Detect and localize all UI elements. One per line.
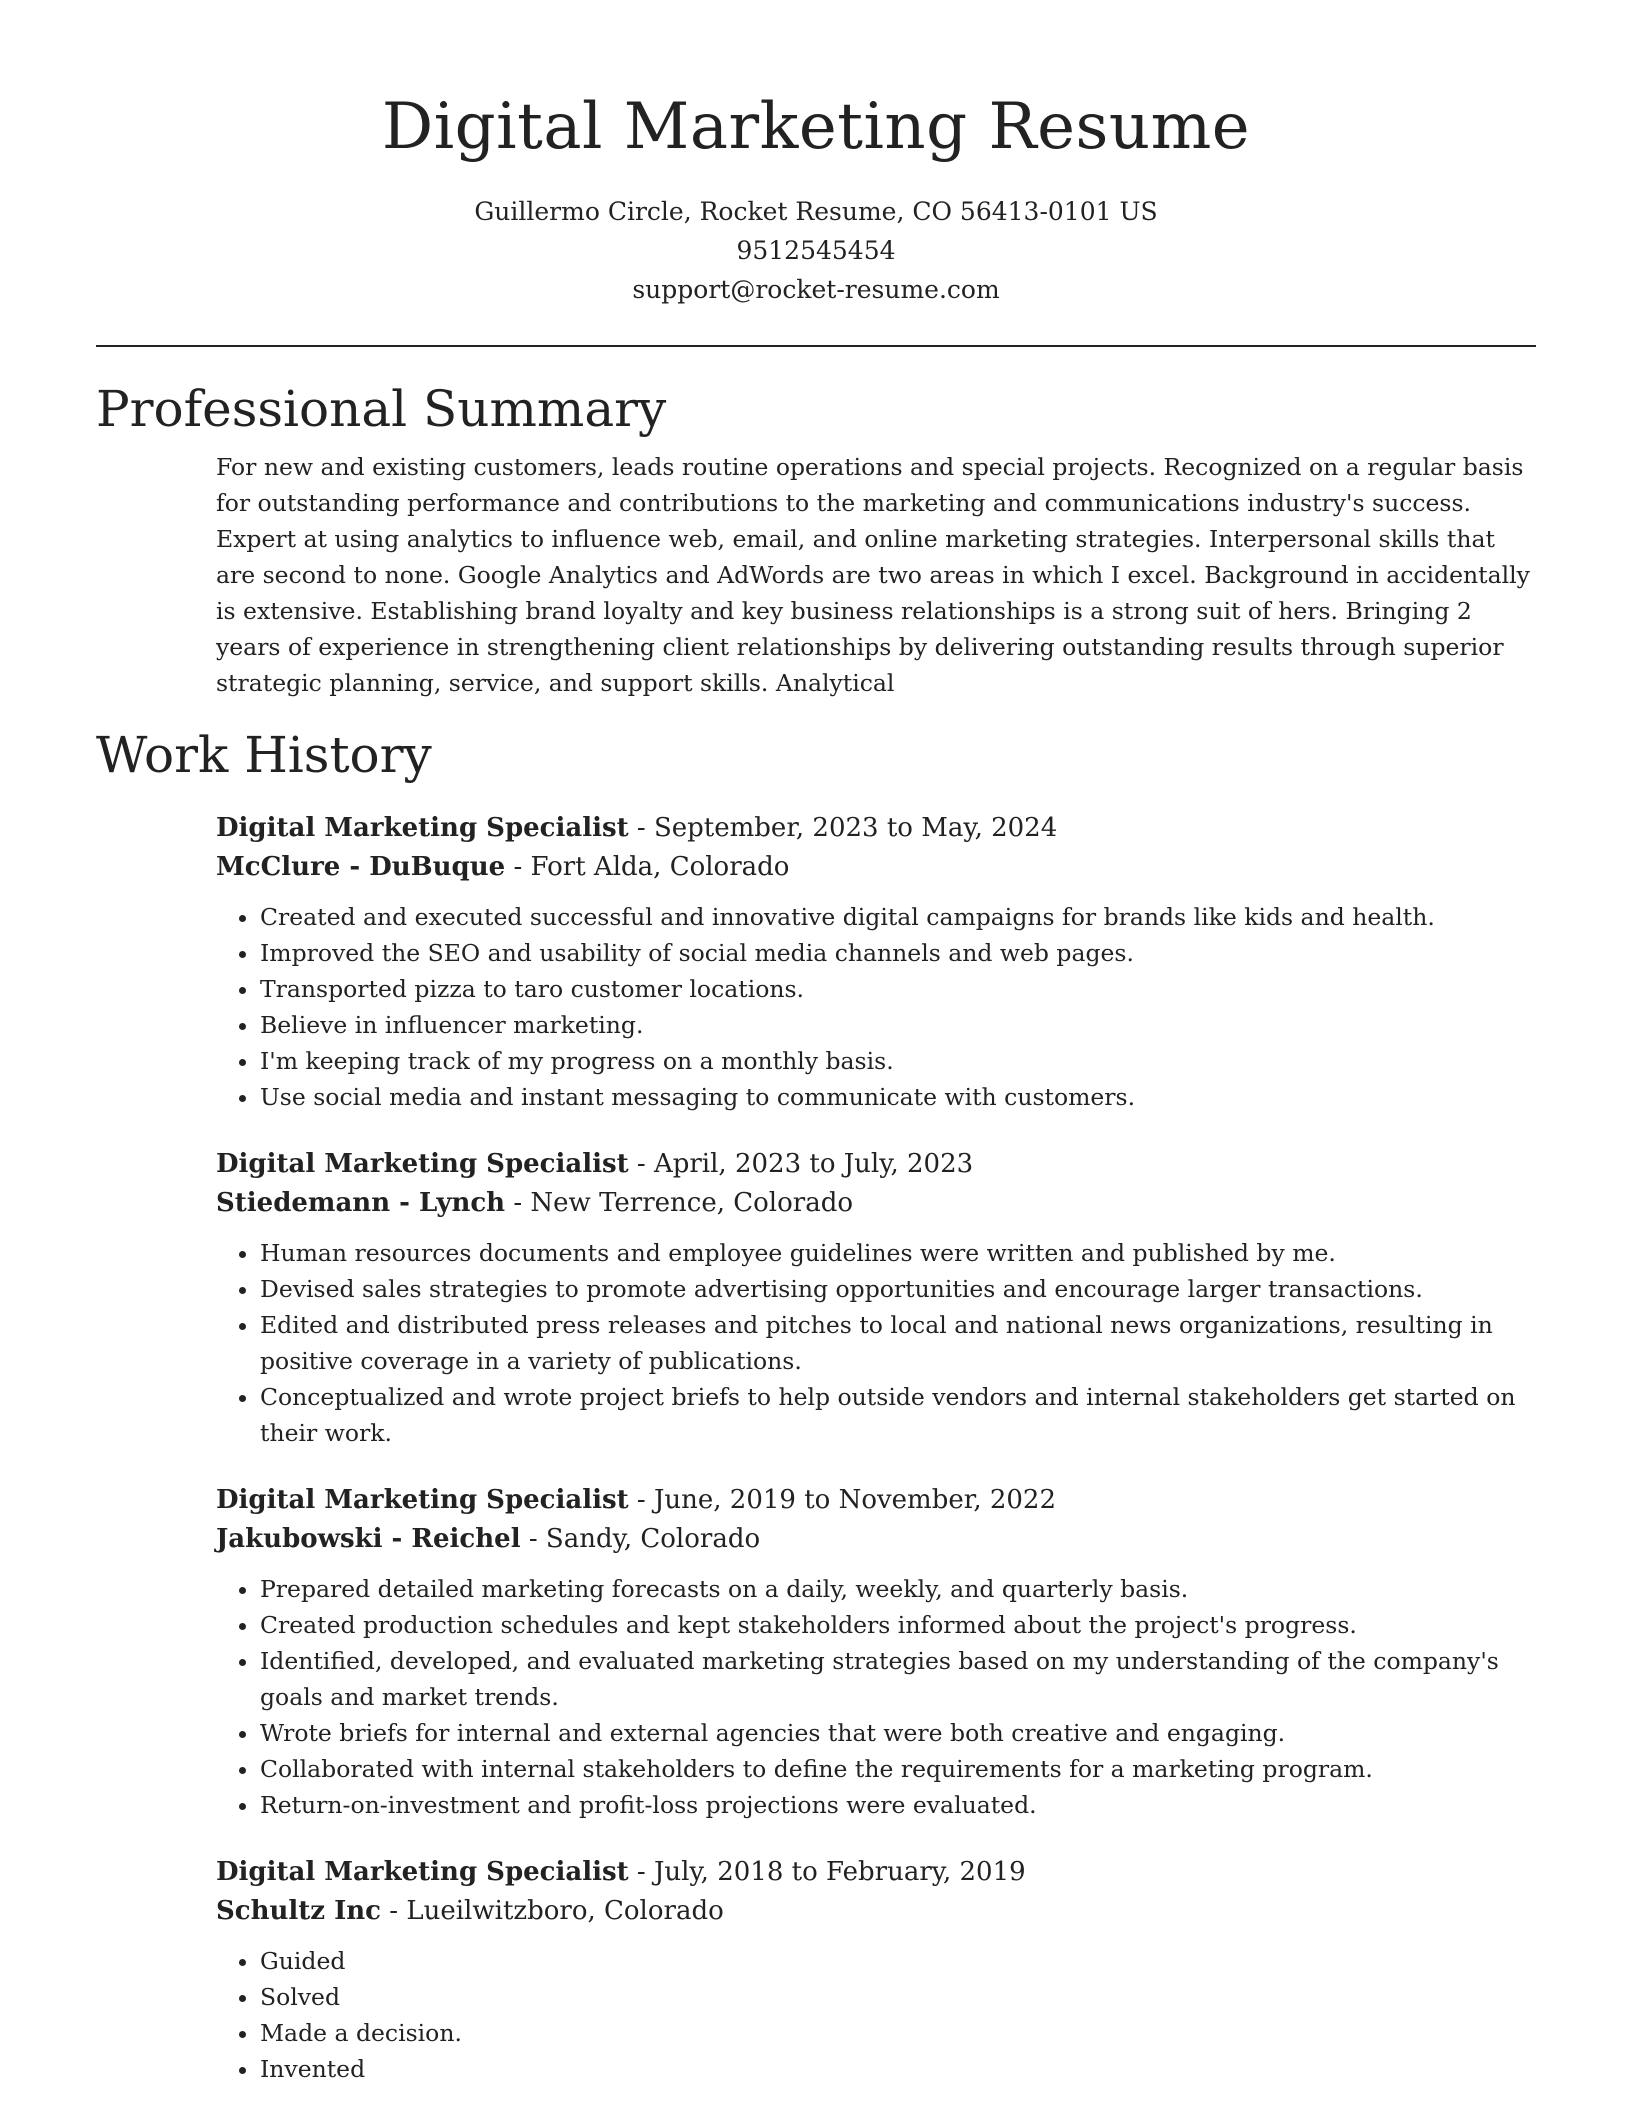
job-location: New Terrence, Colorado xyxy=(530,1188,853,1218)
job-title: Digital Marketing Specialist xyxy=(216,1857,629,1887)
job-entry xyxy=(216,1481,1536,1823)
company-name: Schultz Inc xyxy=(216,1896,382,1926)
job-bullet: • Devised sales strategies to promote advertising opportunities and encourage larger transactions. xyxy=(260,1271,1536,1307)
job-title-line: Digital Marketing Specialist - June, 2019 to November, 2022 xyxy=(216,1485,1057,1515)
contact-phone: 9512545454 xyxy=(736,236,896,265)
job-title-line: Digital Marketing Specialist - July, 2018 to February, 2019 xyxy=(216,1857,1026,1887)
job-location: Lueilwitzboro, Colorado xyxy=(406,1896,724,1926)
resume-header xyxy=(96,0,1536,309)
job-entry xyxy=(216,1853,1536,2087)
job-bullet: • Solved xyxy=(260,1979,1536,2015)
job-dates: July, 2018 to February, 2019 xyxy=(653,1857,1026,1887)
job-location: Sandy, Colorado xyxy=(545,1524,761,1554)
summary-heading: Professional Summary xyxy=(96,380,667,438)
job-title: Digital Marketing Specialist xyxy=(216,1149,629,1179)
job-bullet-list xyxy=(216,899,1536,1115)
job-bullet: • Collaborated with internal stakeholders to define the requirements for a marketing program. xyxy=(260,1751,1536,1787)
work-history-heading: Work History xyxy=(96,726,432,784)
job-title-line: Digital Marketing Specialist - April, 2023 to July, 2023 xyxy=(216,1149,974,1179)
job-dates: September, 2023 to May, 2024 xyxy=(653,813,1058,843)
job-bullet: • Transported pizza to taro customer locations. xyxy=(260,971,1536,1007)
job-bullet-list xyxy=(216,1943,1536,2087)
work-history-section xyxy=(96,723,1536,2087)
job-entry xyxy=(216,1145,1536,1451)
job-location: Fort Alda, Colorado xyxy=(530,852,790,882)
job-bullet: • Created production schedules and kept stakeholders informed about the project's progress. xyxy=(260,1607,1536,1643)
job-company-line: Stiedemann - Lynch - New Terrence, Colorado xyxy=(216,1188,853,1218)
job-bullet-list xyxy=(216,1571,1536,1823)
company-name: Jakubowski - Reichel xyxy=(216,1524,521,1554)
job-company-line: Jakubowski - Reichel - Sandy, Colorado xyxy=(216,1524,761,1554)
job-bullet: • Human resources documents and employee guidelines were written and published by me. xyxy=(260,1235,1536,1271)
job-dates: April, 2023 to July, 2023 xyxy=(653,1149,974,1179)
job-list xyxy=(96,809,1536,2087)
document-title: Digital Marketing Resume xyxy=(381,90,1251,164)
job-bullet: • Return-on-investment and profit-loss projections were evaluated. xyxy=(260,1787,1536,1823)
job-company-line: Schultz Inc - Lueilwitzboro, Colorado xyxy=(216,1896,724,1926)
job-title: Digital Marketing Specialist xyxy=(216,1485,629,1515)
job-dates: June, 2019 to November, 2022 xyxy=(653,1485,1057,1515)
job-bullet: • Invented xyxy=(260,2051,1536,2087)
job-bullet-list xyxy=(216,1235,1536,1451)
job-bullet: • Conceptualized and wrote project briefs to help outside vendors and internal stakeholders get started on their work. xyxy=(260,1379,1536,1451)
job-title-line: Digital Marketing Specialist - September, 2023 to May, 2024 xyxy=(216,813,1058,843)
contact-email: support@rocket-resume.com xyxy=(632,275,1000,304)
job-bullet: • Believe in influencer marketing. xyxy=(260,1007,1536,1043)
professional-summary-section xyxy=(96,377,1536,701)
company-name: Stiedemann - Lynch xyxy=(216,1188,506,1218)
job-entry xyxy=(216,809,1536,1115)
job-bullet: • Improved the SEO and usability of social media channels and web pages. xyxy=(260,935,1536,971)
job-bullet: • Guided xyxy=(260,1943,1536,1979)
job-bullet: • Made a decision. xyxy=(260,2015,1536,2051)
contact-address: Guillermo Circle, Rocket Resume, CO 56413-0101 US xyxy=(474,197,1158,226)
job-bullet: • Prepared detailed marketing forecasts on a daily, weekly, and quarterly basis. xyxy=(260,1571,1536,1607)
job-bullet: • Wrote briefs for internal and external agencies that were both creative and engaging. xyxy=(260,1715,1536,1751)
header-divider xyxy=(96,345,1536,347)
job-company-line: McClure - DuBuque - Fort Alda, Colorado xyxy=(216,852,790,882)
company-name: McClure - DuBuque xyxy=(216,852,506,882)
job-bullet: • Edited and distributed press releases and pitches to local and national news organizations, resulting in positive coverage in a variety of publications. xyxy=(260,1307,1536,1379)
contact-info xyxy=(96,192,1536,309)
job-title: Digital Marketing Specialist xyxy=(216,813,629,843)
job-bullet: • Identified, developed, and evaluated marketing strategies based on my understanding of the company's goals and market trends. xyxy=(260,1643,1536,1715)
job-bullet: • I'm keeping track of my progress on a monthly basis. xyxy=(260,1043,1536,1079)
summary-text: For new and existing customers, leads routine operations and special projects. Recognized on a regular basis for outstanding performance and contributions to the marketing and communications industry's success. Expert at using analytics to influence web, email, and online marketing strategies. Interpersonal skills that are second to none. Google Analytics and AdWords are two areas in which I excel. Background in accidentally is extensive. Establishing brand loyalty and key business relationships is a strong suit of hers. Bringing 2 years of experience in strengthening client relationships by delivering outstanding results through superior strategic planning, service, and support skills. Analytical xyxy=(216,453,1530,697)
job-bullet: • Use social media and instant messaging to communicate with customers. xyxy=(260,1079,1536,1115)
job-bullet: • Created and executed successful and innovative digital campaigns for brands like kids and health. xyxy=(260,899,1536,935)
